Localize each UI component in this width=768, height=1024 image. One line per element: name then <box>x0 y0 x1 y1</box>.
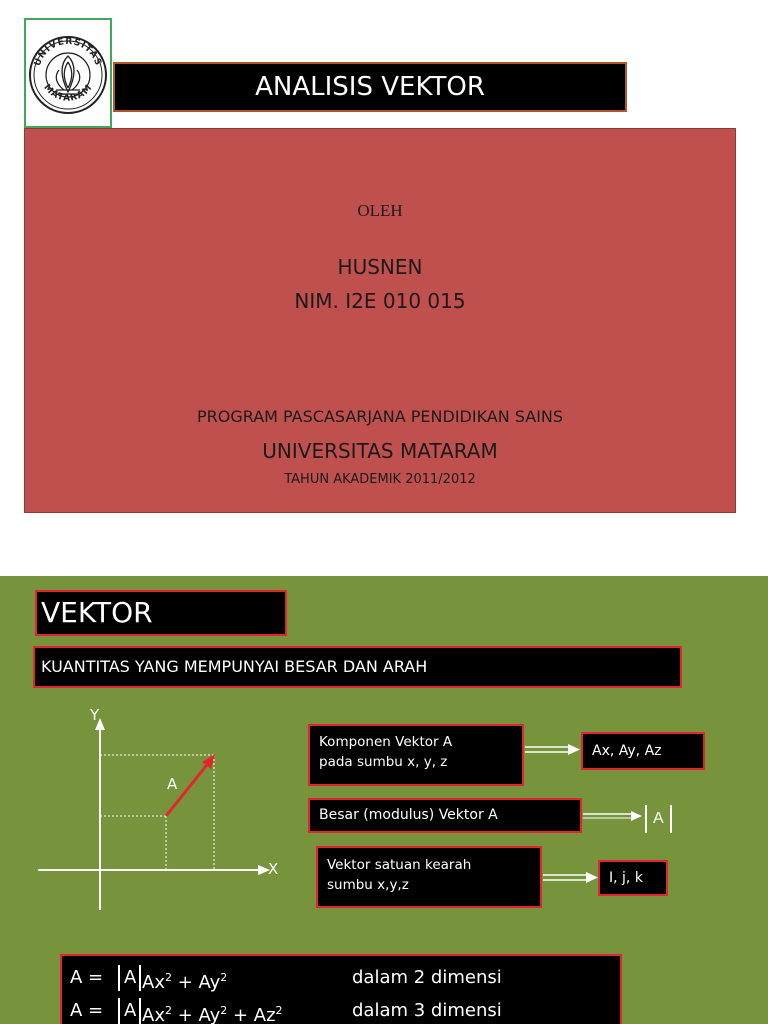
modulus-result <box>645 804 683 834</box>
oleh-label: OLEH <box>357 201 403 220</box>
academic-year: TAHUN AKADEMIK 2011/2012 <box>284 472 476 487</box>
formula-abs-symbol: A <box>124 1000 137 1021</box>
formula-expression: $Ax^2 + Ay^2 + Az^2$ <box>142 1004 283 1024</box>
vector-slide <box>0 576 768 1024</box>
modulus-symbol: A <box>653 810 664 827</box>
formula-box <box>60 954 622 1024</box>
satuan-line-2: sumbu x,y,z <box>327 877 409 893</box>
vector-definition: KUANTITAS YANG MEMPUNYAI BESAR DAN ARAH <box>33 646 682 688</box>
author-nim: NIM. I2E 010 015 <box>294 289 466 313</box>
formula-dimension-label: dalam 3 dimensi <box>352 1000 502 1021</box>
abs-bar <box>139 998 141 1024</box>
formula-dimension-label: dalam 2 dimensi <box>352 967 502 988</box>
formula-prefix: A = <box>70 1000 104 1021</box>
university-seal-icon <box>26 20 110 126</box>
arrow-right-icon <box>583 808 643 824</box>
satuan-line-1: Vektor satuan kearah <box>327 857 472 873</box>
axis-y-label: Y <box>90 706 100 724</box>
abs-bar-left <box>645 805 647 833</box>
author-name: HUSNEN <box>337 255 423 279</box>
svg-text:MATARAM: MATARAM <box>41 82 95 104</box>
abs-bar-right <box>670 805 672 833</box>
abs-bar <box>118 998 120 1024</box>
formula-row-2d <box>70 963 610 993</box>
university-logo <box>24 18 112 128</box>
slide-title: VEKTOR <box>35 590 287 636</box>
author-panel <box>24 128 736 513</box>
vector-label: A <box>167 775 178 793</box>
abs-bar <box>118 965 120 991</box>
svg-text:UNIVERSITAS: UNIVERSITAS <box>32 36 104 68</box>
formula-expression: $Ax^2 + Ay^2$ <box>142 971 228 993</box>
formula-row-3d <box>70 996 610 1024</box>
formula-abs-symbol: A <box>124 967 137 988</box>
komponen-line-1: Komponen Vektor A <box>319 734 453 750</box>
komponen-result: Ax, Ay, Az <box>581 732 705 770</box>
axis-x-label: X <box>268 860 279 878</box>
presentation-title: ANALISIS VEKTOR <box>113 62 627 112</box>
university-name: UNIVERSITAS MATARAM <box>262 439 498 463</box>
komponen-box <box>308 724 524 786</box>
satuan-box <box>316 846 542 908</box>
formula-prefix: A = <box>70 967 104 988</box>
projection-lines <box>100 755 214 870</box>
abs-bar <box>139 965 141 991</box>
komponen-line-2: pada sumbu x, y, z <box>319 754 448 770</box>
program-name: PROGRAM PASCASARJANA PENDIDIKAN SAINS <box>196 407 564 426</box>
vector-diagram <box>0 696 300 926</box>
double-arrow-icon <box>525 742 581 758</box>
double-arrow-icon <box>543 870 599 886</box>
besar-box: Besar (modulus) Vektor A <box>308 798 582 833</box>
satuan-result: I, j, k <box>598 860 668 896</box>
